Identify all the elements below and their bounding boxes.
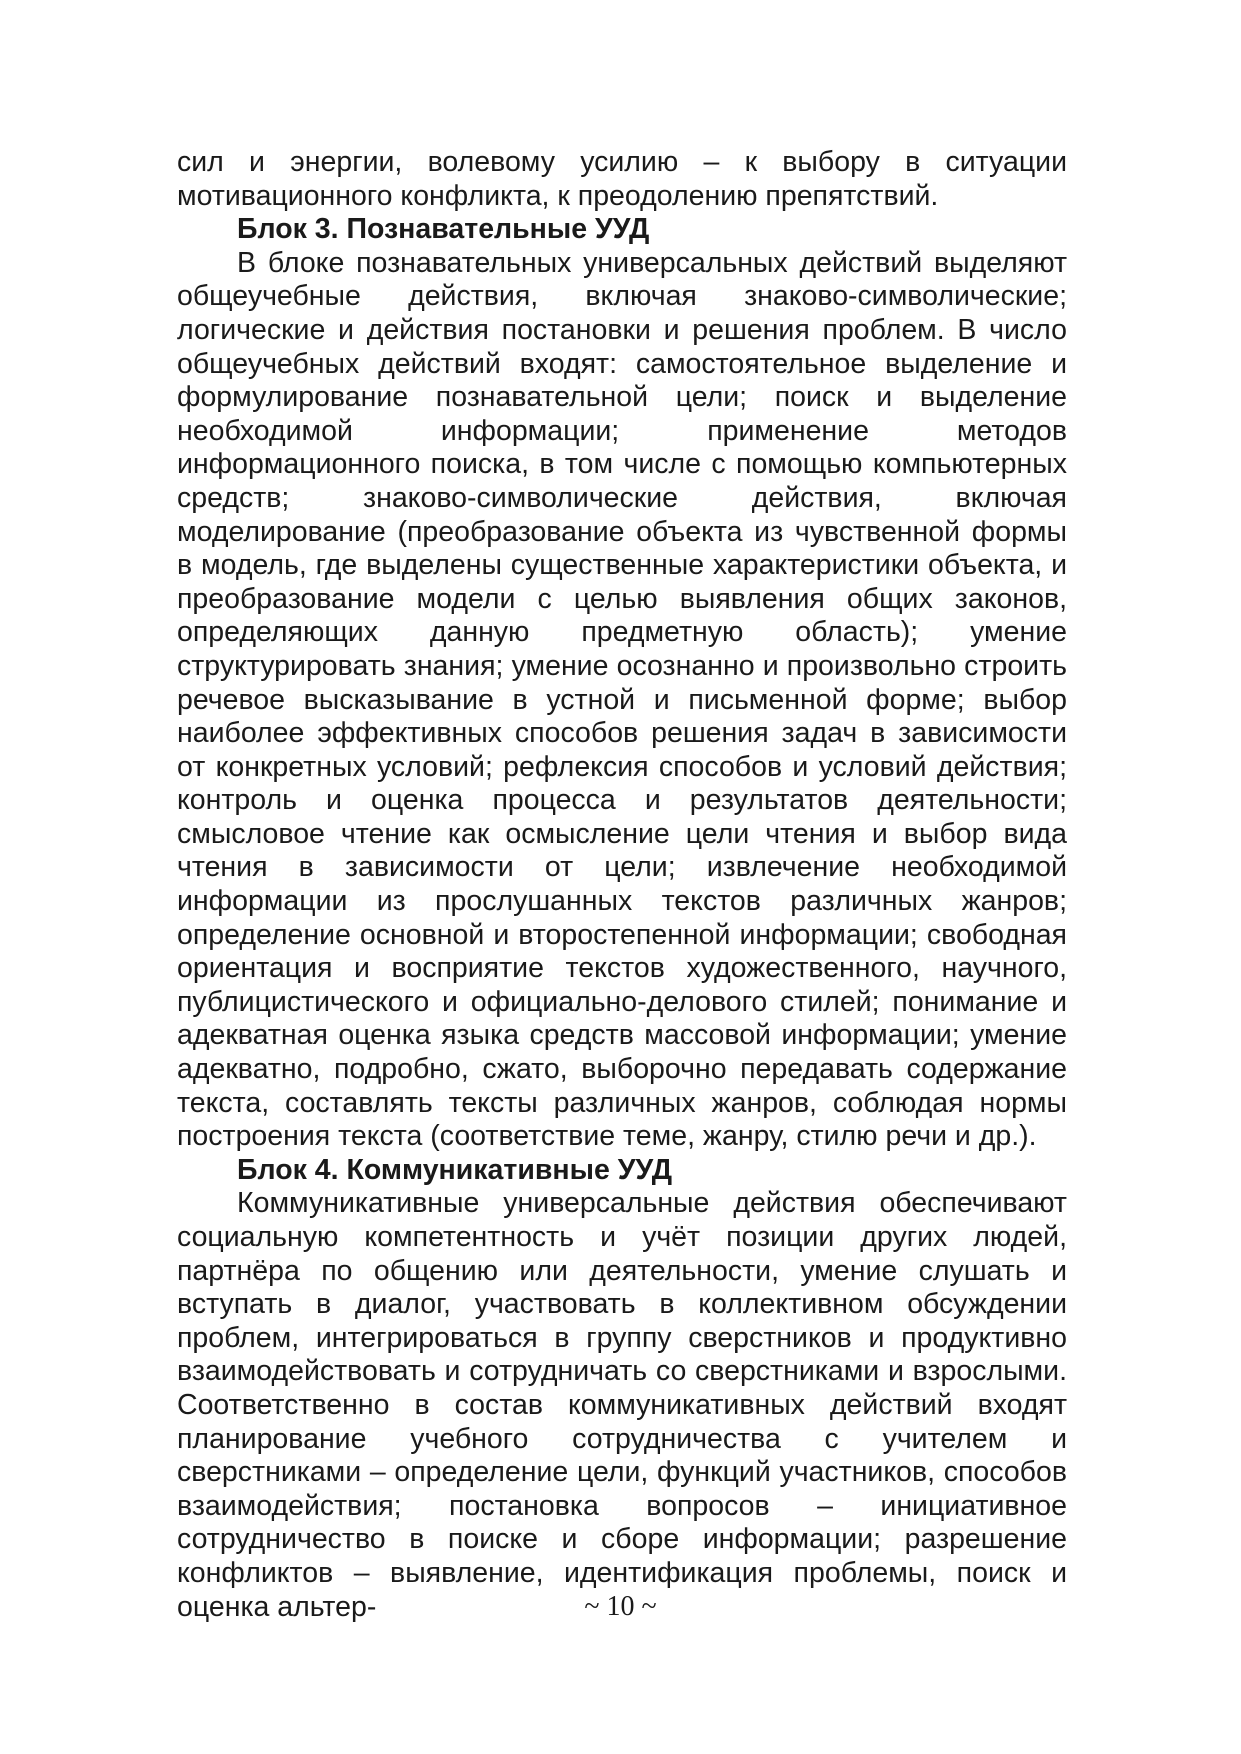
block3-paragraph: В блоке познавательных универсальных действий выделяют общеучебные действия, включая знаково-символические; логические и действия постановки и решения проблем. В число общеучебных действий входят: самостоятельное выделение и формулирование познавательной цели; поиск и выделение необходимой информации; применение методов информационного поиска, в том числе с помощью компьютерных средств; знаково-символические действия, включая моделирование (преобразование объекта из чувственной формы в модель, где выделены существенные характеристики объекта, и преобразование модели с целью выявления общих законов, определяющих данную предметную область); умение структурировать знания; умение осознанно и произвольно строить речевое высказывание в устной и письменной форме; выбор наиболее эффективных способов решения задач в зависимости от конкретных условий; рефлексия способов и условий действия; контроль и оценка процесса и результатов деятельности; смысловое чтение как осмысление цели чтения и выбор вида чтения в зависимости от цели; извлечение необходимой информации из прослушанных текстов различных жанров; определение основной и второстепенной информации; свободная ориентация и восприятие текстов художественного, научного, публицистического и официально-делового стилей; понимание и адекватная оценка языка средств массовой информации; умение адекватно, подробно, сжато, выборочно передавать содержание текста, составлять тексты различных жанров, соблюдая нормы построения текста (соответствие теме, жанру, стилю речи и др.). <box>177 246 1067 1153</box>
block4-heading: Блок 4. Коммуникативные УУД <box>237 1153 673 1186</box>
page-number: ~ 10 ~ <box>584 1591 657 1622</box>
text-column <box>177 146 1067 1624</box>
continuation-paragraph: сил и энергии, волевому усилию – к выбору в ситуации мотивационного конфликта, к преодолению препятствий. <box>177 146 1067 212</box>
block4-paragraph: Коммуникативные универсальные действия обеспечивают социальную компетентность и учёт позиции других людей, партнёра по общению или деятельности, умение слушать и вступать в диалог, участвовать в коллективном обсуждении проблем, интегрироваться в группу сверстников и продуктивно взаимодействовать и сотрудничать со сверстниками и взрослыми. Соответственно в состав коммуникативных действий входят планирование учебного сотрудничества с учителем и сверстниками – определение цели, функций участников, способов взаимодействия; постановка вопросов – инициативное сотрудничество в поиске и сборе информации; разрешение конфликтов – выявление, идентификация проблемы, поиск и оценка альтер- <box>177 1187 1067 1623</box>
block3-heading: Блок 3. Познавательные УУД <box>237 213 650 246</box>
